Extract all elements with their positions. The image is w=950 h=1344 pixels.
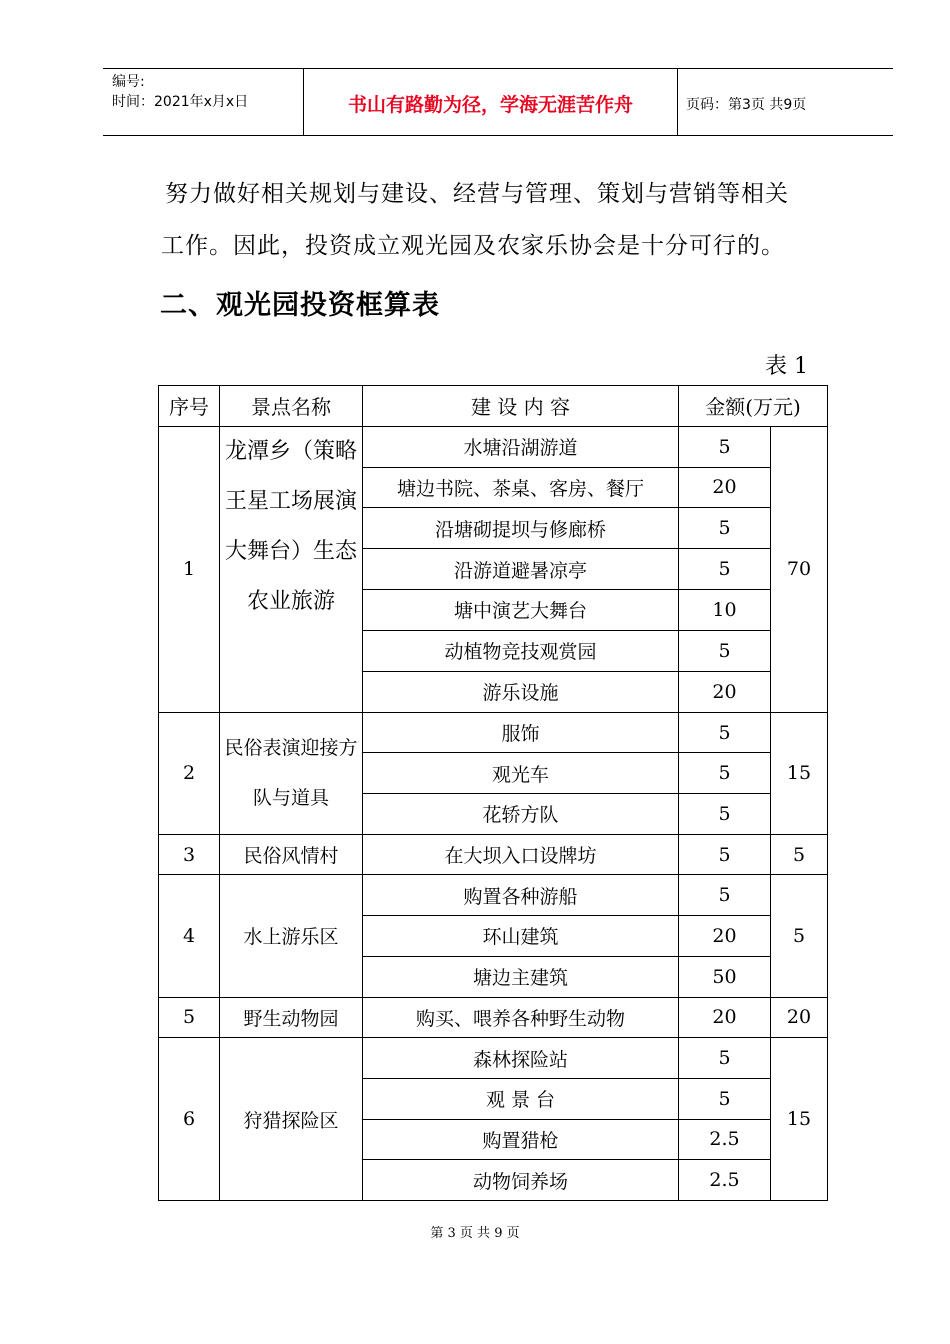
amount-cell: 5 <box>679 834 771 875</box>
total-cell: 5 <box>771 834 828 875</box>
spot-name: 狩猎探险区 <box>220 1038 363 1201</box>
content-cell: 环山建筑 <box>363 916 679 957</box>
total-cell: 5 <box>771 875 828 997</box>
table-row <box>159 834 828 875</box>
content-cell: 购置猎枪 <box>363 1119 679 1160</box>
total-cell: 15 <box>771 1038 828 1201</box>
amount-cell: 5 <box>679 630 771 671</box>
amount-cell: 20 <box>679 997 771 1038</box>
amount-cell: 10 <box>679 590 771 631</box>
header-cell-name: 景点名称 <box>220 386 363 427</box>
amount-cell: 5 <box>679 508 771 549</box>
spot-name: 水上游乐区 <box>220 875 363 997</box>
spot-name: 民俗表演迎接方队与道具 <box>220 712 363 834</box>
table-row <box>159 712 828 753</box>
content-cell: 购买、喂养各种野生动物 <box>363 997 679 1038</box>
amount-cell: 5 <box>679 1078 771 1119</box>
document-number-label: 编号: <box>112 74 145 90</box>
table-caption: 表 1 <box>765 354 808 379</box>
amount-cell: 5 <box>679 426 771 467</box>
header-meta <box>112 72 248 112</box>
content-cell: 沿塘砌提坝与修廊桥 <box>363 508 679 549</box>
amount-cell: 5 <box>679 549 771 590</box>
content-cell: 塘边书院、茶桌、客房、餐厅 <box>363 467 679 508</box>
budget-table <box>158 385 828 1201</box>
amount-cell: 5 <box>679 712 771 753</box>
header-divider <box>677 68 678 136</box>
content-cell: 观光车 <box>363 753 679 794</box>
document-time-label: 时间：2021年x月x日 <box>112 94 249 110</box>
table-row <box>159 997 828 1038</box>
content-cell: 森林探险站 <box>363 1038 679 1079</box>
amount-cell: 5 <box>679 1038 771 1079</box>
row-number: 1 <box>159 426 220 712</box>
paragraph-line: 努力做好相关规划与建设、经营与管理、策划与营销等相关 <box>165 181 789 207</box>
amount-cell: 20 <box>679 671 771 712</box>
page-footer: 第 3 页 共 9 页 <box>430 1226 520 1241</box>
spot-name-text: 龙潭乡（策略王星工场展演大舞台）生态农业旅游 <box>224 438 357 614</box>
header-cell-no: 序号 <box>159 386 220 427</box>
table-row <box>159 875 828 916</box>
spot-name: 民俗风情村 <box>220 834 363 875</box>
header-cell-content: 建 设 内 容 <box>363 386 679 427</box>
section-title: 二、观光园投资框算表 <box>160 290 440 321</box>
content-cell: 观 景 台 <box>363 1078 679 1119</box>
content-cell: 购置各种游船 <box>363 875 679 916</box>
content-cell: 在大坝入口设牌坊 <box>363 834 679 875</box>
total-cell: 70 <box>771 426 828 712</box>
table-header-row <box>159 386 828 427</box>
table-row <box>159 1038 828 1079</box>
content-cell: 服饰 <box>363 712 679 753</box>
content-cell: 水塘沿湖游道 <box>363 426 679 467</box>
content-cell: 游乐设施 <box>363 671 679 712</box>
header-cell-amount: 金额(万元) <box>679 386 828 427</box>
row-number: 4 <box>159 875 220 997</box>
content-cell: 沿游道避暑凉亭 <box>363 549 679 590</box>
row-number: 5 <box>159 997 220 1038</box>
header-bottom-rule <box>103 135 893 136</box>
content-cell: 花轿方队 <box>363 794 679 835</box>
header-motto: 书山有路勤为径，学海无涯苦作舟 <box>347 94 633 116</box>
amount-cell: 20 <box>679 916 771 957</box>
amount-cell: 5 <box>679 875 771 916</box>
spot-name <box>220 426 363 712</box>
paragraph-line: 工作。因此，投资成立观光园及农家乐协会是十分可行的。 <box>161 233 785 259</box>
amount-cell: 50 <box>679 956 771 997</box>
amount-cell: 2.5 <box>679 1119 771 1160</box>
header-page-label: 页码：第3页 共9页 <box>686 97 807 113</box>
spot-name: 野生动物园 <box>220 997 363 1038</box>
amount-cell: 20 <box>679 467 771 508</box>
content-cell: 塘边主建筑 <box>363 956 679 997</box>
total-cell: 20 <box>771 997 828 1038</box>
content-cell: 塘中演艺大舞台 <box>363 590 679 631</box>
amount-cell: 5 <box>679 753 771 794</box>
total-cell: 15 <box>771 712 828 834</box>
table-row <box>159 426 828 467</box>
amount-cell: 2.5 <box>679 1160 771 1201</box>
row-number: 3 <box>159 834 220 875</box>
row-number: 6 <box>159 1038 220 1201</box>
row-number: 2 <box>159 712 220 834</box>
header-top-rule <box>103 68 893 69</box>
content-cell: 动物饲养场 <box>363 1160 679 1201</box>
amount-cell: 5 <box>679 794 771 835</box>
content-cell: 动植物竞技观赏园 <box>363 630 679 671</box>
